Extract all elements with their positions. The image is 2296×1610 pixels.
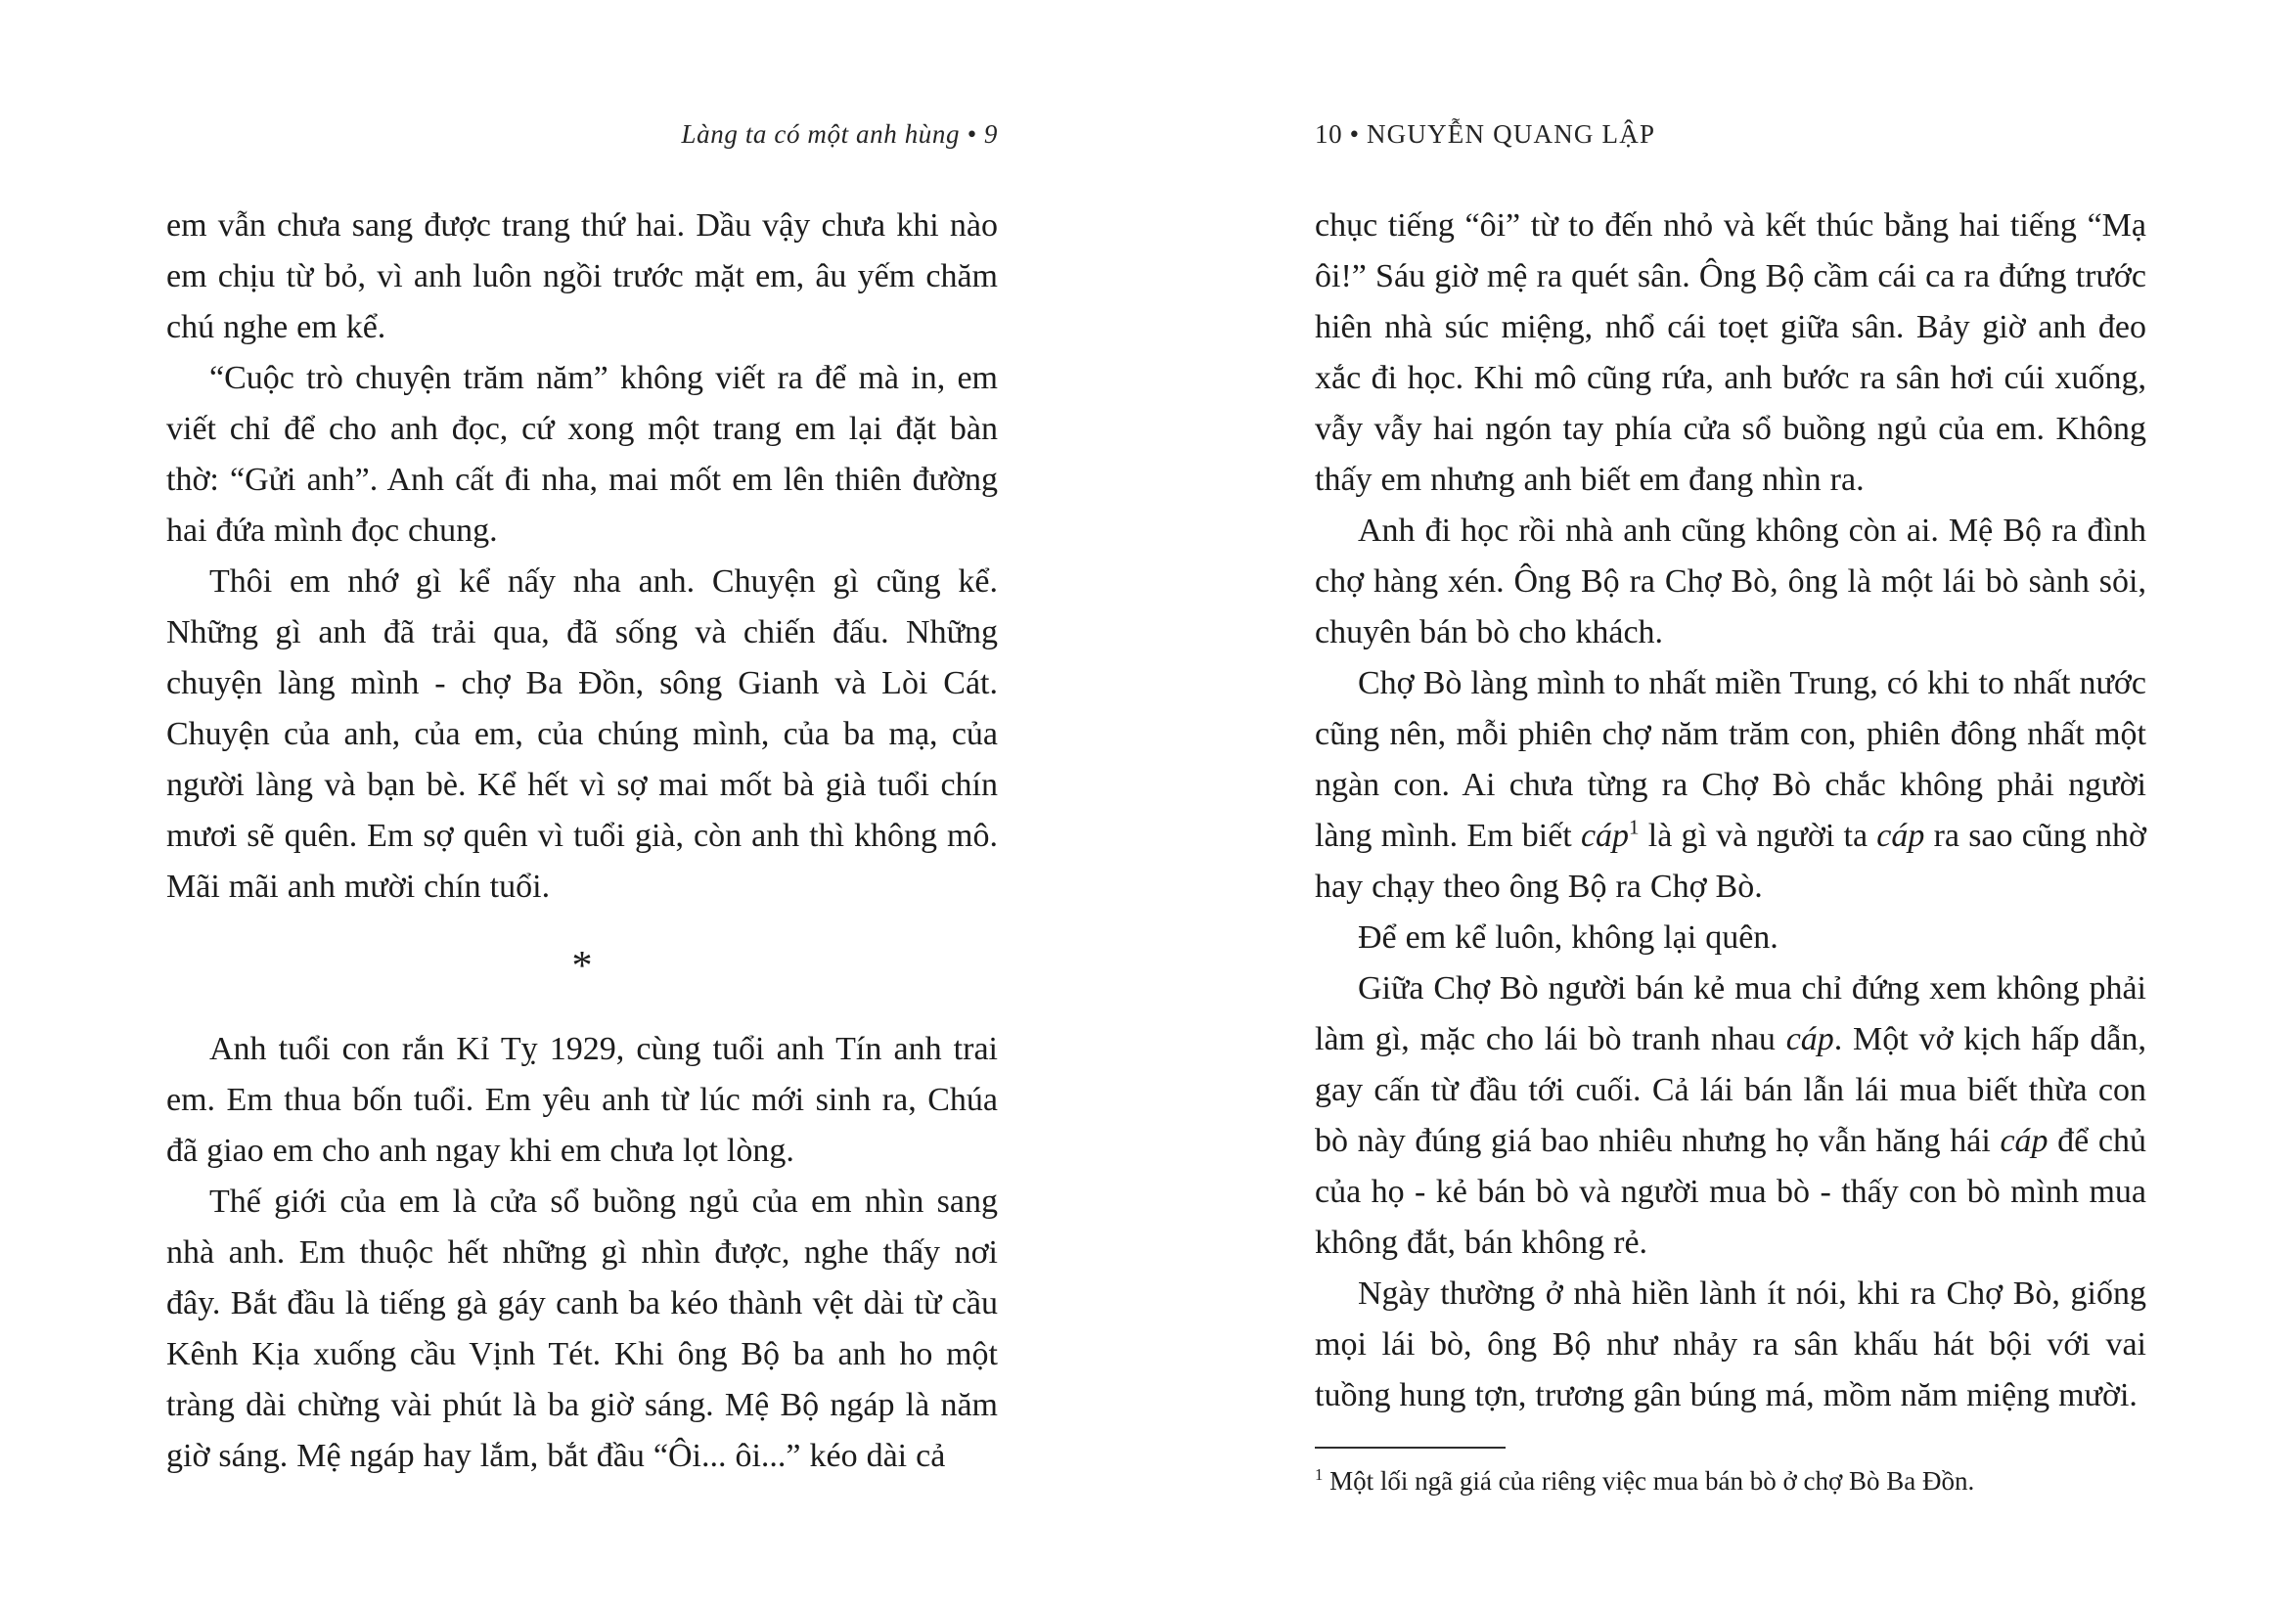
chapter-title: Làng ta có một anh hùng	[681, 119, 961, 149]
author-name: NGUYỄN QUANG LẬP	[1366, 119, 1656, 149]
paragraph: “Cuộc trò chuyện trăm năm” không viết ra để mà in, em viết chỉ để cho anh đọc, cứ xong một trang em lại đặt bàn thờ: “Gửi anh”. Anh cất đi nha, mai mốt em lên thiên đường hai đứa mình đọc chung.	[166, 360, 998, 549]
running-header-right	[1315, 119, 2146, 150]
page-right-body	[1315, 201, 2146, 1421]
paragraph: Chợ Bò làng mình to nhất miền Trung, có khi to nhất nước cũng nên, mỗi phiên chợ năm trăm con, phiên đông nhất một ngàn con. Ai chưa từng ra Chợ Bò chắc không phải người làng mình. Em biết cáp$^1$ là gì và người ta cáp ra sao cũng nhờ hay chạy theo ông Bộ ra Chợ Bò.	[1315, 665, 2146, 905]
header-separator: •	[1349, 119, 1360, 149]
paragraph: Để em kể luôn, không lại quên.	[1358, 919, 1778, 956]
paragraph: Giữa Chợ Bò người bán kẻ mua chỉ đứng xem không phải làm gì, mặc cho lái bò tranh nhau cáp. Một vở kịch hấp dẫn, gay cấn từ đầu tới cuối. Cả lái bán lẫn lái mua biết thừa con bò này đúng giá bao nhiêu nhưng họ vẫn hăng hái cáp để chủ của họ - kẻ bán bò và người mua bò - thấy con bò mình mua không đắt, bán không rẻ.	[1315, 970, 2146, 1261]
paragraph: Anh đi học rồi nhà anh cũng không còn ai. Mệ Bộ ra đình chợ hàng xén. Ông Bộ ra Chợ Bò, ông là một lái bò sành sỏi, chuyên bán bò cho khách.	[1315, 513, 2146, 650]
footnote-text: Một lối ngã giá của riêng việc mua bán bò ở chợ Bò Ba Đồn.	[1323, 1466, 1975, 1496]
page-number-left: 9	[983, 119, 998, 149]
header-separator: •	[967, 119, 977, 149]
page-number-right: 10	[1315, 119, 1343, 149]
footnote-marker: 1	[1315, 1465, 1324, 1484]
paragraph: Thế giới của em là cửa sổ buồng ngủ của em nhìn sang nhà anh. Em thuộc hết những gì nhìn được, nghe thấy nơi đây. Bắt đầu là tiếng gà gáy canh ba kéo thành vệt dài từ cầu Kênh Kịa xuống cầu Vịnh Tét. Khi ông Bộ ba anh ho một tràng dài chừng vài phút là ba giờ sáng. Mệ Bộ ngáp là năm giờ sáng. Mệ ngáp hay lắm, bắt đầu “Ôi... ôi...” kéo dài cả	[166, 1184, 998, 1474]
footnote	[1315, 1462, 2146, 1499]
page-right	[1315, 119, 2146, 1499]
page-left-body	[166, 201, 998, 1482]
footnote-block	[1315, 1447, 2146, 1499]
paragraph: Anh tuổi con rắn Kỉ Tỵ 1929, cùng tuổi anh Tín anh trai em. Em thua bốn tuổi. Em yêu anh từ lúc mới sinh ra, Chúa đã giao em cho anh ngay khi em chưa lọt lòng.	[166, 1031, 998, 1169]
section-divider: *	[571, 944, 593, 989]
running-header-left	[166, 119, 998, 150]
paragraph: em vẫn chưa sang được trang thứ hai. Dầu vậy chưa khi nào em chịu từ bỏ, vì anh luôn ngồi trước mặt em, âu yếm chăm chú nghe em kể.	[166, 207, 998, 345]
page-left	[166, 119, 998, 1482]
paragraph: Thôi em nhớ gì kể nấy nha anh. Chuyện gì cũng kể. Những gì anh đã trải qua, đã sống và chiến đấu. Những chuyện làng mình - chợ Ba Đồn, sông Gianh và Lòi Cát. Chuyện của anh, của em, của chúng mình, của ba mạ, của người làng và bạn bè. Kể hết vì sợ mai mốt bà già tuổi chín mươi sẽ quên. Em sợ quên vì tuổi già, còn anh thì không mô. Mãi mãi anh mười chín tuổi.	[166, 563, 998, 905]
paragraph: chục tiếng “ôi” từ to đến nhỏ và kết thúc bằng hai tiếng “Mạ ôi!” Sáu giờ mệ ra quét sân. Ông Bộ cầm cái ca ra đứng trước hiên nhà súc miệng, nhổ cái toẹt giữa sân. Bảy giờ anh đeo xắc đi học. Khi mô cũng rứa, anh bước ra sân hơi cúi xuống, vẫy vẫy hai ngón tay phía cửa sổ buồng ngủ của em. Không thấy em nhưng anh biết em đang nhìn ra.	[1315, 207, 2146, 498]
paragraph: Ngày thường ở nhà hiền lành ít nói, khi ra Chợ Bò, giống mọi lái bò, ông Bộ như nhảy ra sân khấu hát bội với vai tuồng hung tợn, trương gân búng má, mồm năm miệng mười.	[1315, 1275, 2146, 1413]
footnote-divider	[1315, 1447, 1506, 1449]
